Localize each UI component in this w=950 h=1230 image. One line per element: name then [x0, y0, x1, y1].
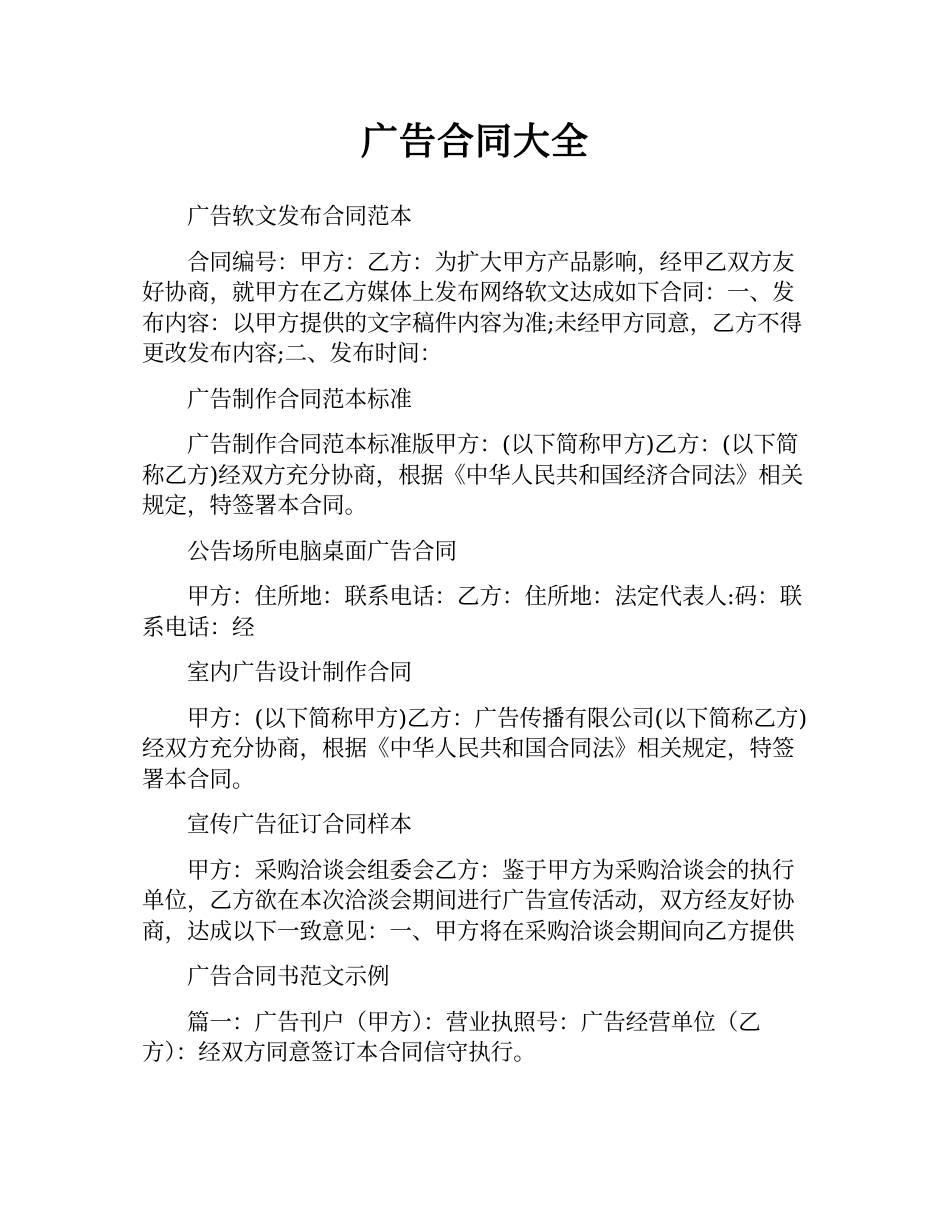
section-text: 甲方：住所地：联系电话：乙方：住所地：法定代表人:码：联系电话：经 [142, 584, 803, 641]
document-title: 广告合同大全 [361, 120, 589, 163]
section-heading: 广告合同书范文示例 [187, 964, 390, 990]
section-heading: 公告场所电脑桌面广告合同 [187, 538, 458, 565]
document-body [142, 202, 814, 1084]
section-text: 合同编号：甲方：乙方：为扩大甲方产品影响，经甲乙双方友好协商，就甲方在乙方媒体上发布网络软文达成如下合同：一、发布内容：以甲方提供的文字稿件内容为准;未经甲方同意，乙方不得更改发布内容;二、发布时间： [142, 249, 803, 367]
section-heading: 室内广告设计制作合同 [187, 660, 413, 686]
section-heading: 广告软文发布合同范本 [187, 204, 413, 230]
section-text: 甲方：采购洽谈会组委会乙方：鉴于甲方为采购洽谈会的执行单位，乙方欲在本次洽淡会期间进行广告宣传活动，双方经友好协商，达成以下一致意见：一、甲方将在采购洽谈会期间向乙方提供 [142, 857, 795, 945]
section-heading: 广告制作合同范本标准 [187, 386, 413, 413]
section-heading: 宣传广告征订合同样本 [187, 812, 413, 838]
section-text: 甲方：(以下简称甲方)乙方：广告传播有限公司(以下简称乙方)经双方充分协商，根据《中华人民共和国合同法》相关规定，特签署本合同。 [142, 705, 808, 793]
section-text: 篇一：广告刊户（甲方）：营业执照号：广告经营单位（乙方）：经双方同意签订本合同信守执行。 [142, 1009, 761, 1066]
section-text: 广告制作合同范本标准版甲方：(以下简称甲方)乙方：(以下简称乙方)经双方充分协商，根据《中华人民共和国经济合同法》相关规定，特签署本合同。 [142, 432, 804, 519]
